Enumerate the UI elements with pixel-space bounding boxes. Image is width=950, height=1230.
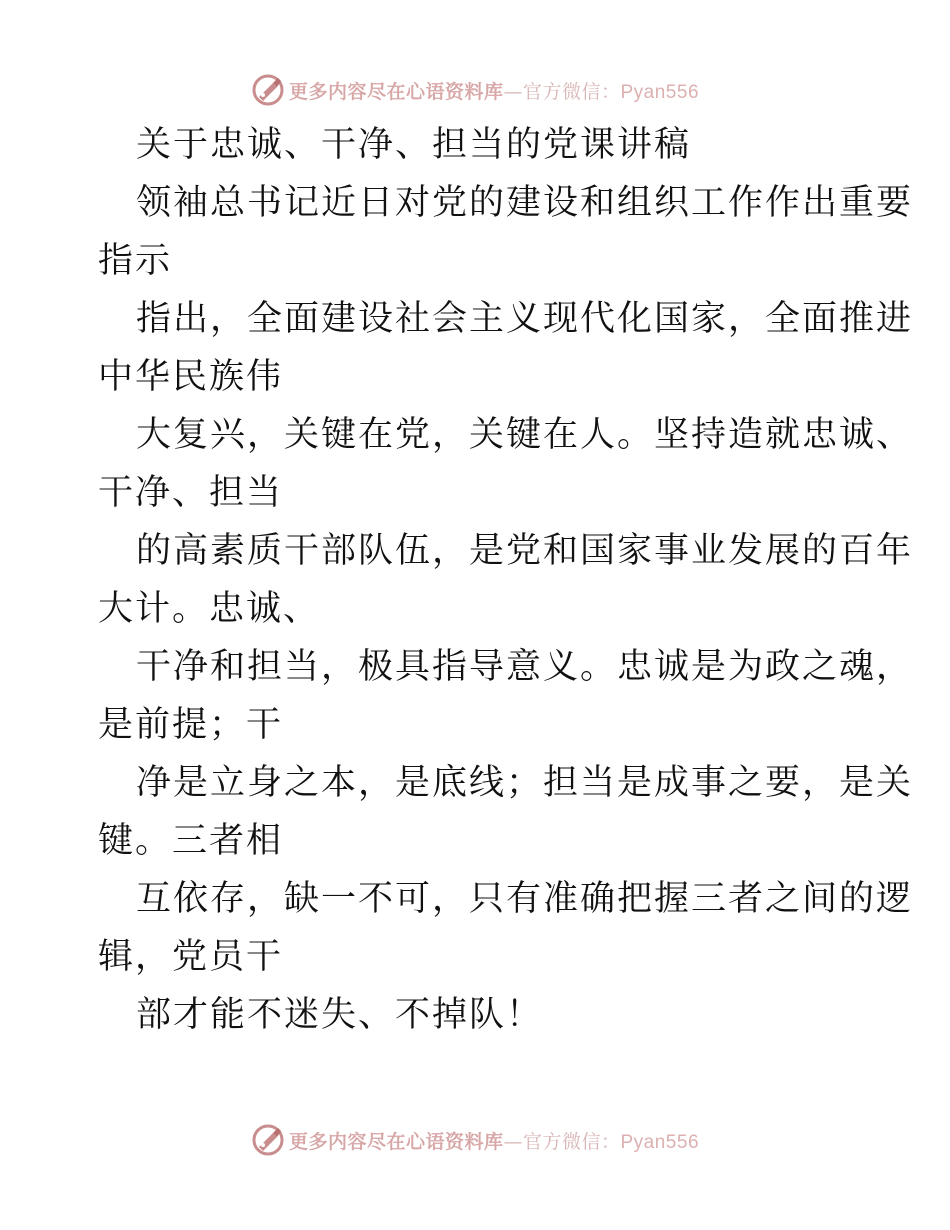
document-body [98, 116, 914, 1044]
document-title: 关于忠诚、干净、担当的党课讲稿 [136, 125, 692, 165]
text-line: 中华民族伟 [98, 357, 284, 397]
watermark-main-text: 更多内容尽在心语资料库 [288, 80, 504, 103]
pen-logo-icon [251, 73, 285, 107]
text-line: 辑，党员干 [98, 937, 284, 977]
text-line: 指出，全面建设社会主义现代化国家，全面推进 [136, 299, 914, 339]
text-line: 互依存，缺一不可，只有准确把握三者之间的逻 [136, 879, 914, 919]
text-line: 干净和担当，极具指导意义。忠诚是为政之魂， [136, 647, 914, 687]
text-line: 大复兴，关键在党，关键在人。坚持造就忠诚、 [136, 415, 914, 455]
text-line: 键。三者相 [98, 821, 284, 861]
watermark-main-text: 更多内容尽在心语资料库 [288, 1130, 504, 1153]
text-line: 的高素质干部队伍，是党和国家事业发展的百年 [136, 531, 914, 571]
watermark-dash: — [503, 80, 523, 103]
watermark-id: Pyan556 [620, 1131, 700, 1153]
text-line: 指示 [98, 241, 173, 281]
text-line: 部才能不迷失、不掉队！ [136, 995, 544, 1035]
text-line: 领袖总书记近日对党的建设和组织工作作出重要 [136, 183, 914, 223]
footer-watermark [0, 1120, 950, 1160]
pen-logo-icon [251, 1123, 285, 1157]
watermark-label: 官方微信： [522, 1130, 621, 1153]
watermark-id: Pyan556 [620, 81, 700, 103]
watermark-dash: — [503, 1130, 523, 1153]
text-line: 是前提；干 [98, 705, 284, 745]
watermark-label: 官方微信： [522, 80, 621, 103]
text-line: 净是立身之本，是底线；担当是成事之要，是关 [136, 763, 914, 803]
text-line: 干净、担当 [98, 473, 284, 513]
text-line: 大计。忠诚、 [98, 589, 321, 629]
header-watermark [0, 70, 950, 110]
